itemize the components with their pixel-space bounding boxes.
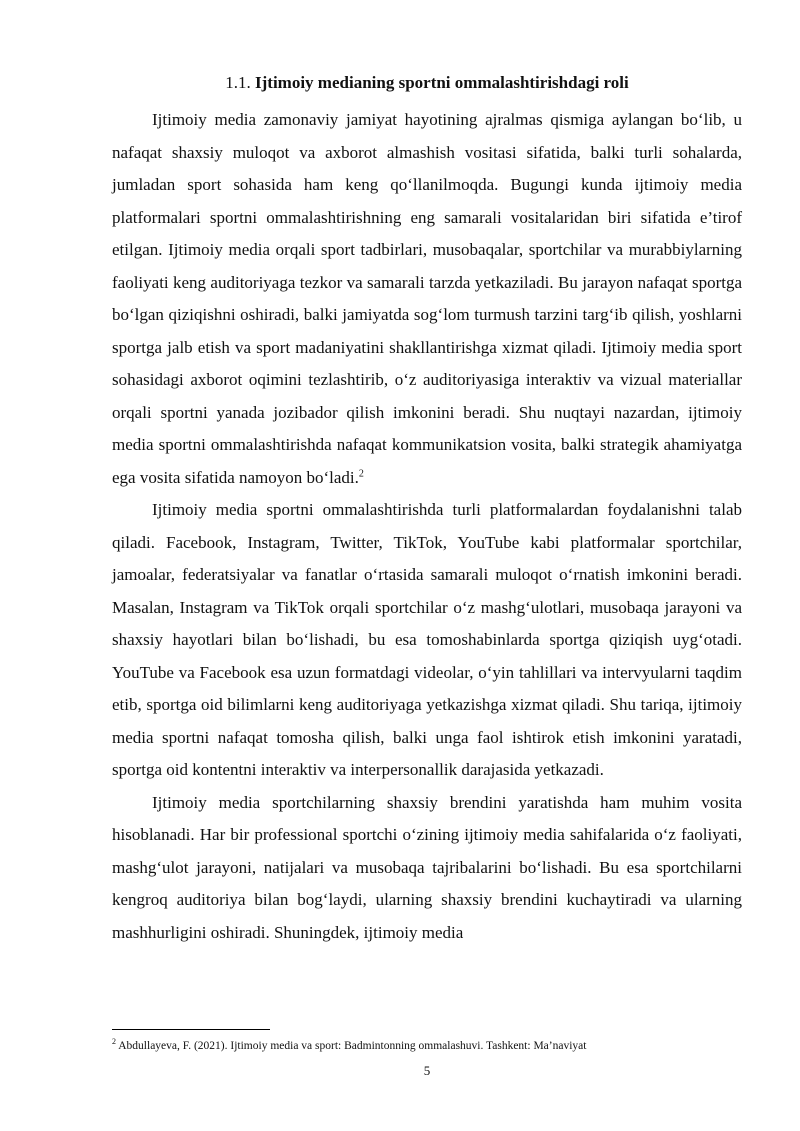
page-number: 5 (423, 1063, 431, 1078)
footnote-reference[interactable]: 2 (358, 467, 364, 479)
section-title: Ijtimoiy medianing sportni ommalashtirishdagi roli (255, 73, 629, 92)
footnote-text: Abdullayeva, F. (2021). Ijtimoiy media va sport: Badmintonning ommalashuvi. Tashkent: Ma’naviyat (118, 1040, 587, 1052)
paragraph-3-text: Ijtimoiy media sportchilarning shaxsiy brendini yaratishda ham muhim vosita hisoblanadi. Har bir professional sportchi o‘zining ijtimoiy media sahifalarida o‘z faoliyati, mashg‘ulot jarayoni, natijalari va musobaqa tajribalarini bo‘lishadi. Bu esa sportchilarni kengroq auditoriya bilan bog‘laydi, ularning shaxsiy brendini kuchaytiradi va ularning mashhurligini oshiradi. Shuningdek, ijtimoiy media (112, 792, 742, 942)
footnote-marker: 2 (112, 1037, 116, 1047)
section-number: 1.1. (225, 73, 251, 92)
paragraph-3 (112, 787, 742, 950)
section-heading (112, 68, 742, 98)
body-text (112, 104, 742, 949)
paragraph-2-text: Ijtimoiy media sportni ommalashtirishda turli platformalardan foydalanishni talab qiladi. Facebook, Instagram, Twitter, TikTok, YouTube kabi platformalar sportchilar, jamoalar, federatsiyalar va fanatlar o‘rtasida samarali muloqot o‘rnatish imkonini beradi. Masalan, Instagram va TikTok orqali sportchilar o‘z mashg‘ulotlari, musobaqa jarayoni va shaxsiy hayotlari bilan bo‘lishadi, bu esa tomoshabinlarda sportga qiziqish uyg‘otadi. YouTube va Facebook esa uzun formatdagi videolar, o‘yin tahlillari va intervyularni taqdim etib, sportga oid bilimlarni keng auditoriyaga yetkazishga xizmat qiladi. Shu tariqa, ijtimoiy media sportni nafaqat tomosha qilish, balki unga faol ishtirok etish imkonini yaratadi, sportga oid kontentni interaktiv va interpersonallik darajasida yetkazadi. (112, 500, 742, 779)
paragraph-2 (112, 494, 742, 787)
paragraph-1-text: Ijtimoiy media zamonaviy jamiyat hayotining ajralmas qismiga aylangan bo‘lib, u nafaqat shaxsiy muloqot va axborot almashish vositasi sifatida, balki turli sohalarda, jumladan sport sohasida ham keng qo‘llanilmoqda. Bugungi kunda ijtimoiy media platformalari sportni ommalashtirishning eng samarali vositalaridan biri sifatida e’tirof etilgan. Ijtimoiy media orqali sport tadbirlari, musobaqalar, sportchilar va murabbiylarning faoliyati keng auditoriyaga tezkor va samarali tarzda yetkaziladi. Bu jarayon nafaqat sportga bo‘lgan qiziqishni oshiradi, balki jamiyatda sog‘lom turmush tarzini targ‘ib qilish, yoshlarni sportga jalb etish va sport madaniyatini shakllantirishga xizmat qiladi. Ijtimoiy media sport sohasidagi axborot oqimini tezlashtirib, o‘z auditoriyasiga interaktiv va vizual materiallar orqali sportni yanada jozibador qilish imkonini beradi. Shu nuqtayi nazardan, ijtimoiy media sportni ommalashtirishda nafaqat kommunikatsion vosita, balki strategik ahamiyatga ega vosita sifatida namoyon bo‘ladi. (112, 110, 742, 487)
paragraph-1 (112, 104, 742, 494)
footnote-separator (112, 1029, 270, 1030)
footnote (112, 1039, 742, 1053)
